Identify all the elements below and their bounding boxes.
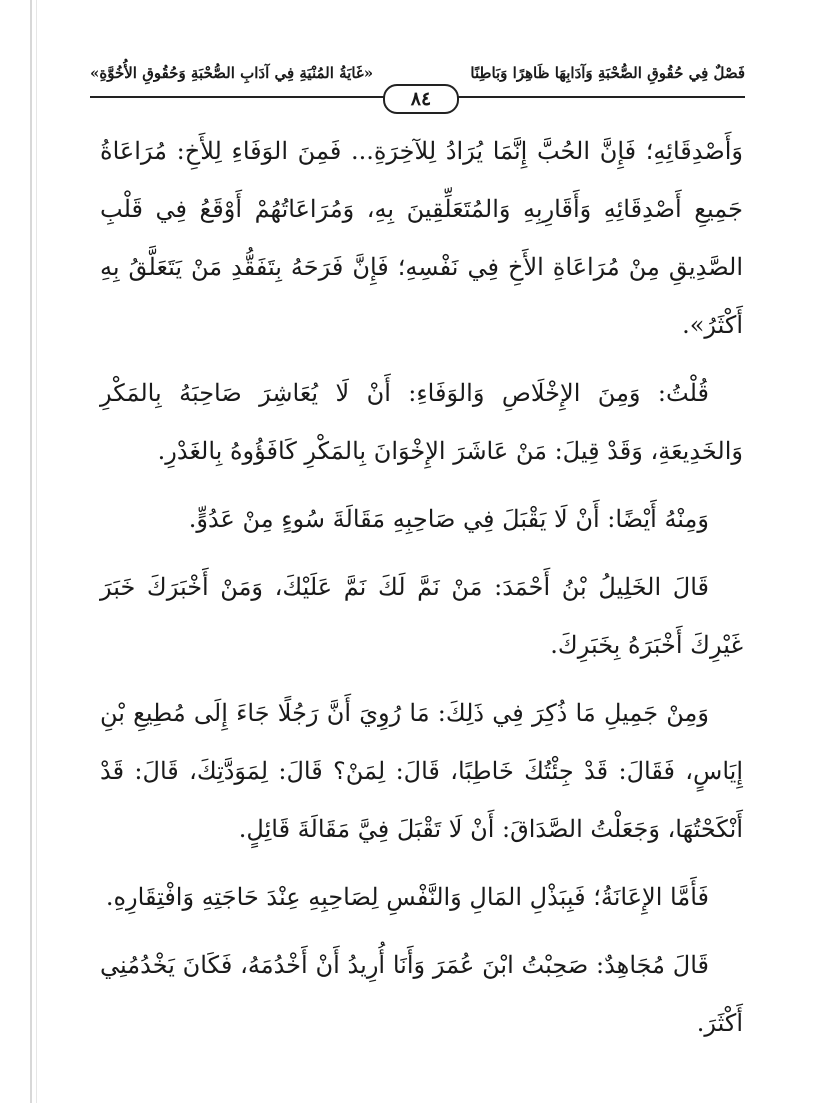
page-gutter-line-inner [36,0,37,1103]
paragraph: قَالَ مُجَاهِدٌ: صَحِبْتُ ابْنَ عُمَرَ وَأَنَا أُرِيدُ أَنْ أَخْدُمَهُ، فَكَانَ يَخْدُمُنِي أَكْثَرَ. [100,951,743,1037]
page-body [100,122,743,1062]
paragraph: قُلْتُ: وَمِنَ الإِخْلَاصِ وَالوَفَاءِ: أَنْ لَا يُعَاشِرَ صَاحِبَهُ بِالمَكْرِ وَالخَدِيعَةِ، وَقَدْ قِيلَ: مَنْ عَاشَرَ الإِخْوَانَ بِالمَكْرِ كَافَؤُوهُ بِالغَدْرِ. [100,379,743,465]
paragraph: وَمِنْهُ أَيْضًا: أَنْ لَا يَقْبَلَ فِي صَاحِبِهِ مَقَالَةَ سُوءٍ مِنْ عَدُوٍّ. [188,505,709,533]
chapter-title: فَصْلٌ فِي حُقُوقِ الصُّحْبَةِ وَآدَابِهَا ظَاهِرًا وَبَاطِنًا [470,64,745,82]
page-gutter-line [30,0,32,1103]
page-number: ٨٤ [383,84,459,114]
paragraph: قَالَ الخَلِيلُ بْنُ أَحْمَدَ: مَنْ نَمَّ لَكَ نَمَّ عَلَيْكَ، وَمَنْ أَخْبَرَكَ خَبَرَ غَيْرِكَ أَخْبَرَهُ بِخَبَرِكَ. [100,573,743,659]
paragraph: وَمِنْ جَمِيلِ مَا ذُكِرَ فِي ذَلِكَ: مَا رُوِيَ أَنَّ رَجُلًا جَاءَ إِلَى مُطِيعِ بْنِ إِيَاسٍ، فَقَالَ: قَدْ جِئْتُكَ خَاطِبًا، قَالَ: لِمَنْ؟ قَالَ: لِمَوَدَّتِكَ، قَالَ: قَدْ أَنْكَحْتُهَا، وَجَعَلْتُ الصَّدَاقَ: أَنْ لَا تَقْبَلَ فِيَّ مَقَالَةَ قَائِلٍ. [100,699,743,843]
book-title: «غَايَةُ المُنْيَةِ فِي آدَابِ الصُّحْبَةِ وَحُقُوقِ الأُخُوَّةِ» [90,64,374,82]
paragraph-continuation: وَأَصْدِقَائِهِ؛ فَإِنَّ الحُبَّ إِنَّمَا يُرَادُ لِلآخِرَةِ... فَمِنَ الوَفَاءِ لِلأَخِ: مُرَاعَاةُ جَمِيعِ أَصْدِقَائِهِ وَأَقَارِبِهِ وَالمُتَعَلِّقِينَ بِهِ، وَمُرَاعَاتُهُمْ أَوْقَعُ فِي قَلْبِ الصَّدِيقِ مِنْ مُرَاعَاةِ الأَخِ فِي نَفْسِهِ؛ فَإِنَّ فَرَحَهُ بِتَفَقُّدِ مَنْ يَتَعَلَّقُ بِهِ أَكْثَرُ». [100,137,743,339]
paragraph: فَأَمَّا الإِعَانَةُ؛ فَبِبَذْلِ المَالِ وَالنَّفْسِ لِصَاحِبِهِ عِنْدَ حَاجَتِهِ وَافْتِقَارِهِ. [105,883,709,911]
